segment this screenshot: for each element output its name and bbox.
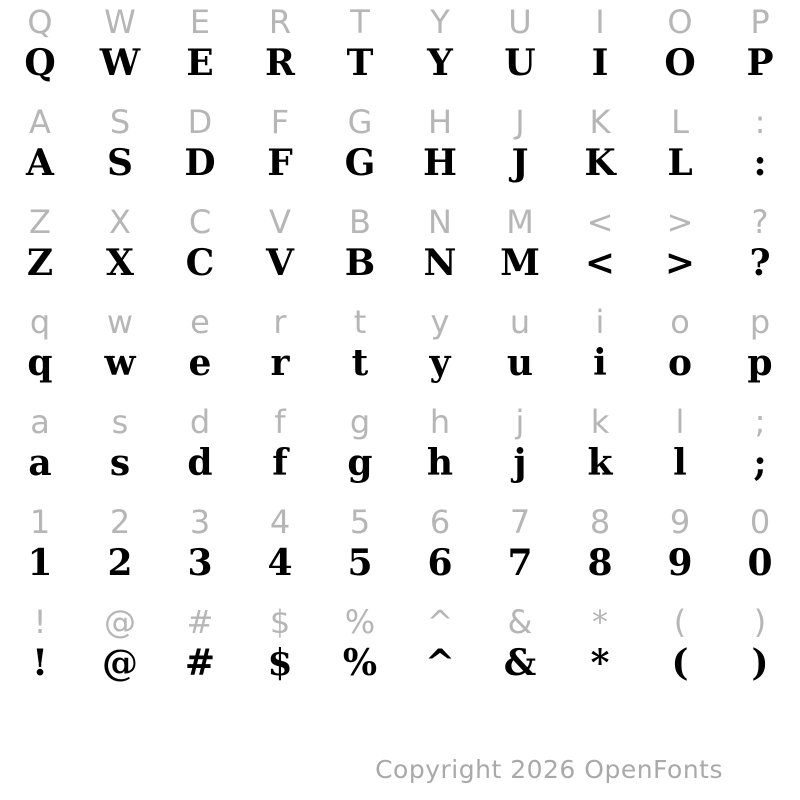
glyph: u: [509, 303, 531, 341]
glyph: o: [667, 342, 692, 384]
glyph: 3: [187, 542, 213, 584]
glyph: 0: [747, 542, 773, 584]
glyph: M: [500, 242, 540, 284]
glyph: p: [747, 342, 773, 384]
glyph: L: [667, 142, 693, 184]
glyph: K: [589, 103, 611, 141]
glyph: V: [266, 242, 294, 284]
glyph-pair-lowercase-home-row: [0, 400, 800, 500]
glyph: J: [515, 103, 525, 141]
glyph: o: [670, 303, 690, 341]
glyph: :: [753, 142, 767, 184]
glyph: 5: [349, 503, 371, 541]
reference-glyph-row-lowercase-home-row: [0, 400, 800, 444]
glyph: T: [346, 42, 374, 84]
glyph: S: [109, 103, 131, 141]
glyph: g: [347, 442, 373, 484]
glyph: H: [422, 142, 457, 184]
glyph: h: [429, 403, 451, 441]
glyph: P: [746, 42, 774, 84]
glyph: 2: [109, 503, 131, 541]
glyph: 8: [589, 503, 611, 541]
glyph: 4: [267, 542, 293, 584]
glyph: ): [751, 642, 769, 684]
specimen-glyph-row-uppercase-home-row: [0, 140, 800, 186]
glyph: a: [28, 442, 52, 484]
glyph: F: [270, 103, 290, 141]
glyph: A: [26, 142, 54, 184]
glyph: y: [429, 342, 451, 384]
glyph: g: [349, 403, 371, 441]
glyph: Q: [27, 3, 53, 41]
glyph: C: [185, 242, 215, 284]
glyph: U: [508, 3, 532, 41]
glyph: P: [750, 3, 770, 41]
glyph-pair-uppercase-bottom-row: [0, 200, 800, 300]
glyph-pair-lowercase-top-row: [0, 300, 800, 400]
glyph: k: [590, 403, 610, 441]
glyph: e: [188, 342, 212, 384]
glyph: Z: [29, 203, 51, 241]
glyph: I: [595, 3, 605, 41]
glyph-pair-digits-row: [0, 500, 800, 600]
glyph: A: [29, 103, 51, 141]
glyph: y: [430, 303, 450, 341]
glyph: 0: [749, 503, 771, 541]
glyph: %: [342, 642, 378, 684]
glyph: w: [106, 303, 134, 341]
specimen-glyph-row-uppercase-bottom-row: [0, 240, 800, 286]
reference-glyph-row-uppercase-home-row: [0, 100, 800, 144]
reference-glyph-row-symbols-row: [0, 600, 800, 644]
glyph: ;: [754, 403, 766, 441]
glyph: 1: [29, 503, 51, 541]
specimen-glyph-row-lowercase-top-row: [0, 340, 800, 386]
glyph: f: [274, 403, 286, 441]
reference-glyph-row-digits-row: [0, 500, 800, 544]
glyph: *: [592, 603, 608, 641]
glyph: 3: [189, 503, 211, 541]
glyph: 6: [427, 542, 453, 584]
glyph: f: [272, 442, 288, 484]
glyph: @: [104, 603, 136, 641]
glyph: T: [350, 3, 370, 41]
glyph: E: [186, 42, 214, 84]
glyph: ): [753, 603, 767, 641]
glyph: H: [427, 103, 453, 141]
glyph: i: [593, 342, 607, 384]
glyph: F: [267, 142, 293, 184]
glyph: $: [269, 603, 291, 641]
glyph: <: [586, 203, 614, 241]
glyph: ?: [749, 242, 771, 284]
glyph: l: [675, 403, 685, 441]
glyph: &: [503, 642, 537, 684]
glyph: !: [32, 642, 48, 684]
glyph: ^: [426, 603, 454, 641]
glyph: a: [30, 403, 50, 441]
glyph: #: [186, 603, 214, 641]
glyph: V: [269, 203, 291, 241]
glyph: e: [190, 303, 210, 341]
glyph: >: [664, 242, 696, 284]
glyph: 6: [429, 503, 451, 541]
glyph: *: [590, 642, 610, 684]
glyph: j: [515, 403, 525, 441]
glyph: G: [347, 103, 373, 141]
glyph: i: [595, 303, 605, 341]
glyph: <: [584, 242, 616, 284]
glyph: R: [265, 42, 295, 84]
glyph: K: [584, 142, 616, 184]
glyph: k: [587, 442, 613, 484]
glyph: X: [109, 203, 131, 241]
glyph: 5: [347, 542, 373, 584]
glyph: d: [189, 403, 211, 441]
glyph: r: [273, 303, 287, 341]
reference-glyph-row-uppercase-top-row: [0, 0, 800, 44]
glyph: ?: [751, 203, 769, 241]
glyph: O: [667, 3, 693, 41]
glyph: W: [99, 42, 141, 84]
glyph: t: [351, 342, 369, 384]
glyph: Y: [430, 3, 450, 41]
glyph: w: [104, 342, 136, 384]
glyph: N: [428, 203, 452, 241]
glyph: W: [104, 3, 136, 41]
glyph: j: [513, 442, 527, 484]
glyph: 9: [669, 503, 691, 541]
glyph: (: [673, 603, 687, 641]
glyph: R: [268, 3, 292, 41]
specimen-glyph-row-lowercase-home-row: [0, 440, 800, 486]
glyph: N: [423, 242, 457, 284]
glyph: >: [666, 203, 694, 241]
glyph: E: [189, 3, 211, 41]
reference-glyph-row-lowercase-top-row: [0, 300, 800, 344]
glyph: B: [349, 203, 371, 241]
glyph: D: [187, 103, 213, 141]
glyph: &: [507, 603, 533, 641]
glyph: U: [504, 42, 536, 84]
glyph: Q: [24, 42, 56, 84]
glyph: J: [511, 142, 529, 184]
glyph: ;: [753, 442, 767, 484]
glyph: r: [270, 342, 290, 384]
glyph: Z: [26, 242, 54, 284]
glyph: 7: [507, 542, 533, 584]
glyph: (: [671, 642, 689, 684]
glyph: I: [591, 42, 609, 84]
specimen-glyph-row-symbols-row: [0, 640, 800, 686]
glyph: L: [671, 103, 689, 141]
glyph: G: [344, 142, 376, 184]
glyph: O: [664, 42, 696, 84]
glyph: 7: [509, 503, 531, 541]
glyph: s: [111, 403, 129, 441]
glyph: #: [184, 642, 216, 684]
glyph: B: [344, 242, 376, 284]
glyph: q: [29, 303, 51, 341]
glyph: h: [426, 442, 454, 484]
reference-glyph-row-uppercase-bottom-row: [0, 200, 800, 244]
glyph: Y: [427, 42, 453, 84]
glyph: u: [506, 342, 534, 384]
glyph: C: [188, 203, 212, 241]
glyph: D: [184, 142, 216, 184]
glyph-pair-uppercase-home-row: [0, 100, 800, 200]
specimen-glyph-row-digits-row: [0, 540, 800, 586]
glyph: :: [754, 103, 766, 141]
glyph: p: [749, 303, 771, 341]
glyph: %: [344, 603, 376, 641]
glyph: M: [506, 203, 534, 241]
glyph: l: [673, 442, 687, 484]
glyph: X: [106, 242, 134, 284]
copyright-text: Copyright 2026 OpenFonts: [375, 755, 723, 784]
glyph: 1: [27, 542, 53, 584]
glyph-pair-symbols-row: [0, 600, 800, 700]
glyph: 8: [587, 542, 613, 584]
glyph: 4: [269, 503, 291, 541]
glyph: ^: [424, 642, 456, 684]
glyph: !: [33, 603, 47, 641]
glyph: 2: [107, 542, 133, 584]
glyph: s: [109, 442, 131, 484]
glyph: @: [102, 642, 138, 684]
glyph: S: [107, 142, 133, 184]
specimen-glyph-row-uppercase-top-row: [0, 40, 800, 86]
glyph: $: [267, 642, 293, 684]
glyph: 9: [667, 542, 693, 584]
glyph-pair-uppercase-top-row: [0, 0, 800, 100]
glyph: t: [353, 303, 367, 341]
glyph: q: [27, 342, 53, 384]
glyph: d: [187, 442, 213, 484]
